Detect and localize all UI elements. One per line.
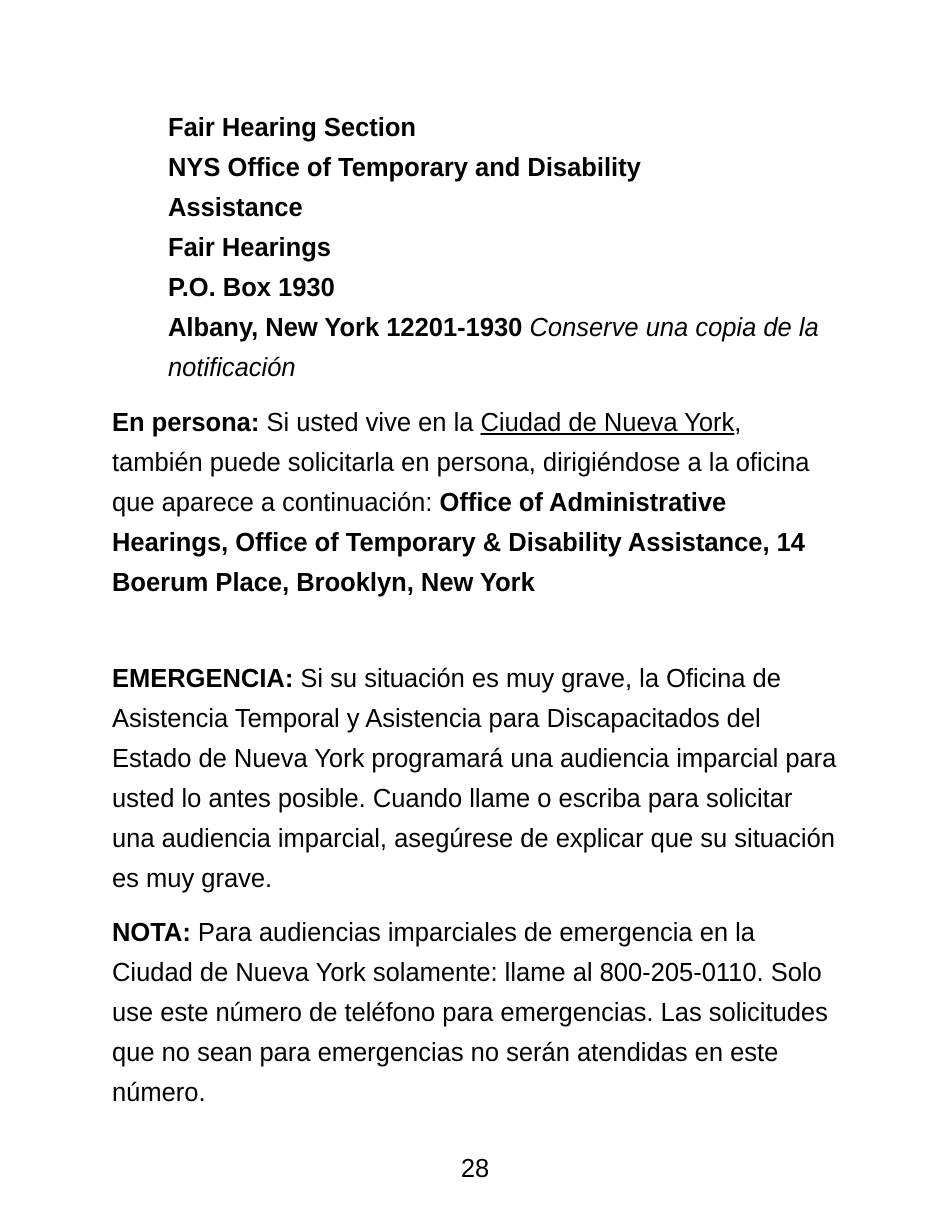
address-line-1: Fair Hearing Section [168, 114, 416, 142]
note-label: NOTA: [112, 919, 191, 947]
in-person-text-2: , también puede solicitarla en persona, dirigiéndose a la oficina que aparece a continuación: [112, 409, 810, 517]
address-line-2: NYS Office of Temporary and Disability [168, 154, 641, 182]
note-text: Para audiencias imparciales de emergencia en la Ciudad de Nueva York solamente: llame al 800-205-0110. Solo use este número de teléfono para emergencias. Las solicitudes que no sean para emergencias no serán atendidas en este número. [112, 919, 828, 1107]
in-person-paragraph [112, 403, 837, 603]
keep-copy-note: Conserve una copia de la notificación [168, 314, 819, 382]
in-person-text-1: Si usted vive en la [259, 409, 481, 437]
page-number: 28 [460, 1155, 490, 1183]
address-city-line [168, 308, 848, 388]
emergency-label: EMERGENCIA: [112, 665, 294, 693]
emergency-text: Si su situación es muy grave, la Oficina de Asistencia Temporal y Asistencia para Discapacitados del Estado de Nueva York programará una audiencia imparcial para usted lo antes posible. Cuando llame o escriba para solicitar una audiencia imparcial, asegúrese de explicar que su situación es muy grave. [112, 665, 837, 893]
nyc-link[interactable]: Ciudad de Nueva York [480, 409, 735, 437]
emergency-paragraph [112, 659, 837, 899]
address-line-5: P.O. Box 1930 [168, 274, 335, 302]
address-city: Albany, New York 12201-1930 [168, 314, 523, 342]
in-person-label: En persona: [112, 409, 260, 437]
address-line-3: Assistance [168, 194, 303, 222]
note-paragraph [112, 913, 837, 1113]
office-address: Office of Administrative Hearings, Office of Temporary & Disability Assistance, 14 Boerum Place, Brooklyn, New York [112, 489, 805, 597]
mailing-address-block [168, 108, 848, 388]
address-line-4: Fair Hearings [168, 234, 331, 262]
